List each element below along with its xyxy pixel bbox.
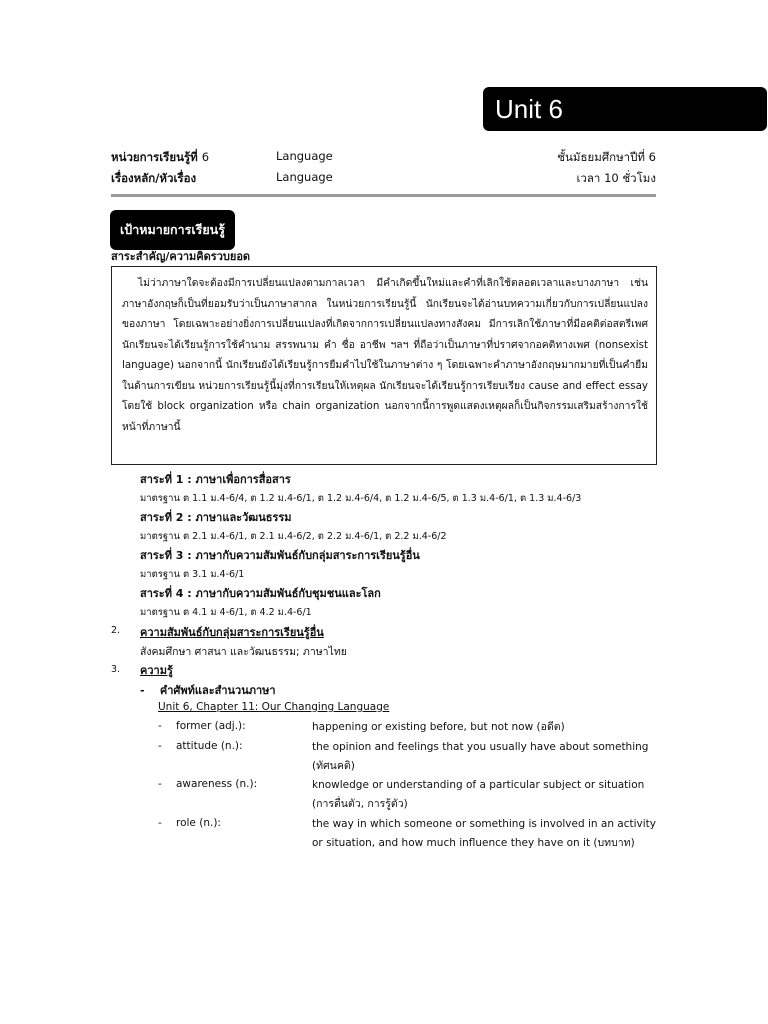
vocab-term: awareness (n.): (176, 778, 258, 790)
strand-3-title: สาระที่ 3 : ภาษากับความสัมพันธ์กับกลุ่มสาระการเรียนรู้อื่น (140, 549, 420, 562)
vocab-bullet: - (158, 817, 162, 829)
vocab-bullet: - (158, 740, 162, 752)
summary-box (111, 266, 657, 465)
section-3-number: 3. (111, 664, 121, 675)
section-2-title: ความสัมพันธ์กับกลุ่มสาระการเรียนรู้อื่น (140, 626, 324, 639)
vocab-definition: happening or existing before, but not now (อดีต) (312, 721, 565, 733)
strand-2-standards: มาตรฐาน ต 2.1 ม.4-6/1, ต 2.1 ม.4-6/2, ต 2.2 ม.4-6/1, ต 2.2 ม.4-6/2 (140, 531, 447, 542)
vocab-bullet: - (158, 720, 162, 732)
vocab-definition: the opinion and feelings that you usually have about something (ทัศนคติ) (312, 741, 649, 772)
unit-label: หน่วยการเรียนรู้ที่ 6 (111, 150, 210, 164)
unit-value: Language (276, 149, 333, 163)
goal-title-tag: เป้าหมายการเรียนรู้ (110, 210, 235, 250)
chapter-title: Unit 6, Chapter 11: Our Changing Language (158, 701, 390, 713)
strand-3-standards: มาตรฐาน ต 3.1 ม.4-6/1 (140, 569, 245, 580)
topic-label: เรื่องหลัก/หัวเรื่อง (111, 171, 197, 185)
strand-2-title: สาระที่ 2 : ภาษาและวัฒนธรรม (140, 511, 292, 524)
vocab-definition: the way in which someone or something is involved in an activity or situation, and how much influence they have on it (บทบาท) (312, 818, 657, 849)
header-divider (111, 194, 656, 197)
vocab-bullet: - (158, 778, 162, 790)
vocab-term: former (adj.): (176, 720, 246, 732)
grade-label: ชั้นมัธยมศึกษาปีที่ 6 (557, 150, 656, 164)
section-2-text: สังคมศึกษา ศาสนา และวัฒนธรรม; ภาษาไทย (140, 646, 347, 658)
strand-4-title: สาระที่ 4 : ภาษากับความสัมพันธ์กับชุมชนและโลก (140, 587, 381, 600)
essence-label: สาระสำคัญ/ความคิดรวบยอด (111, 250, 251, 263)
unit-title-banner: Unit 6 (483, 87, 767, 131)
time-label: เวลา 10 ชั่วโมง (576, 171, 656, 185)
section-3-title: ความรู้ (140, 664, 173, 677)
strand-4-standards: มาตรฐาน ต 4.1 ม 4-6/1, ต 4.2 ม.4-6/1 (140, 607, 312, 618)
vocab-definition: knowledge or understanding of a particular subject or situation (การตื่นตัว, การรู้ตัว) (312, 779, 645, 810)
section-2-number: 2. (111, 625, 121, 636)
strand-1-standards: มาตรฐาน ต 1.1 ม.4-6/4, ต 1.2 ม.4-6/1, ต 1.2 ม.4-6/4, ต 1.2 ม.4-6/5, ต 1.3 ม.4-6/1, ต 1.3 ม.4-6/3 (140, 493, 582, 504)
summary-text: ไม่ว่าภาษาใดจะต้องมีการเปลี่ยนแปลงตามกาลเวลา มีคำเกิดขึ้นใหม่และคำที่เลิกใช้ตลอดเวลาและบางภาษา เช่น ภาษาอังกฤษก็เป็นที่ยอมรับว่าเป็นภาษาสากล ในหน่วยการเรียนรู้นี้ นักเรียนจะได้อ่านบทความเกี่ยวกับการเปลี่ยนแปลงของภาษา โดยเฉพาะอย่างยิ่งการเปลี่ยนแปลงที่เกิดจากการเปลี่ยนแปลงทางสังคม มีการเลิกใช้ภาษาที่มีอคติต่อสตรีเพศ นักเรียนจะได้เรียนรู้การใช้คำนาม สรรพนาม คำ ชื่อ อาชีพ ฯลฯ ที่ถือว่าเป็นภาษาที่ปราศจากอคติทางเพศ (nonsexist language) นอกจากนี้ นักเรียนยังได้เรียนรู้การยืมคำไปใช้ในภาษาต่าง ๆ โดยเฉพาะคำภาษาอังกฤษมากมายที่เป็นคำยืม ในด้านการเขียน หน่วยการเรียนรู้นี้มุ่งที่การเรียนให้เหตุผล นักเรียนจะได้เรียนรู้การเรียบเรียง cause and effect essay โดยใช้ block organization หรือ chain organization นอกจากนี้การพูดแสดงเหตุผลก็เป็นกิจกรรมเสริมสร้างการใช้หน้าที่ภาษานี้ (122, 277, 648, 433)
vocab-heading: - คำศัพท์และสำนวนภาษา (140, 684, 276, 697)
topic-value: Language (276, 170, 333, 184)
vocab-term: role (n.): (176, 817, 221, 829)
vocab-term: attitude (n.): (176, 740, 243, 752)
strand-1-title: สาระที่ 1 : ภาษาเพื่อการสื่อสาร (140, 473, 291, 486)
